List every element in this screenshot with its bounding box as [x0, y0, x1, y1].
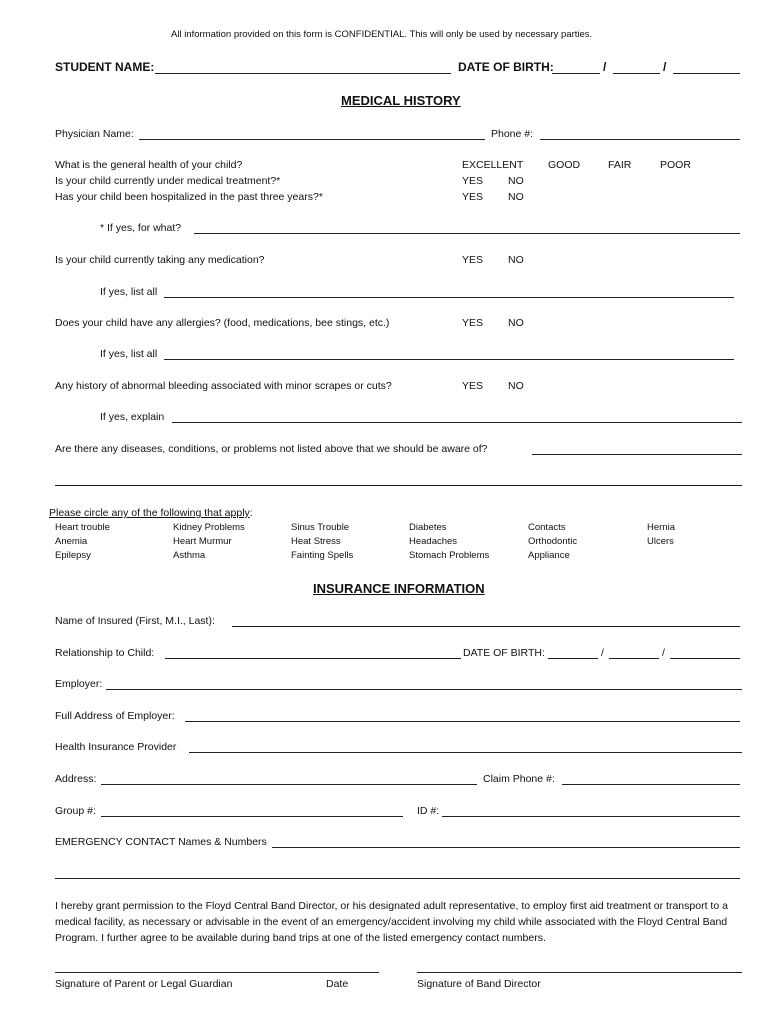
treatment-question: Is your child currently under medical treatment?* [55, 175, 281, 187]
student-dob-label: DATE OF BIRTH: [458, 60, 554, 74]
relationship-field[interactable] [165, 658, 461, 659]
student-dob-month-field[interactable] [552, 73, 600, 74]
allergies-list-field[interactable] [164, 359, 734, 360]
condition-item[interactable]: Ulcers [647, 536, 674, 547]
condition-item[interactable]: Diabetes [409, 522, 447, 533]
employer-address-label: Full Address of Employer: [55, 710, 175, 722]
director-signature-label: Signature of Band Director [417, 978, 541, 990]
medication-no[interactable]: NO [508, 254, 524, 266]
other-conditions-question: Are there any diseases, conditions, or problems not listed above that we should be aware of? [55, 443, 488, 455]
employer-field[interactable] [106, 689, 742, 690]
student-name-field[interactable] [155, 73, 451, 74]
claim-phone-label: Claim Phone #: [483, 773, 555, 785]
condition-item[interactable]: Heart trouble [55, 522, 110, 533]
bleeding-explain-label: If yes, explain [100, 411, 165, 423]
condition-item[interactable]: Heart Murmur [173, 536, 232, 547]
condition-item[interactable]: Sinus Trouble [291, 522, 350, 533]
claim-phone-field[interactable] [562, 784, 740, 785]
allergies-no[interactable]: NO [508, 317, 524, 329]
insured-dob-label: DATE OF BIRTH: [463, 647, 545, 659]
hospitalized-question: Has your child been hospitalized in the past three years?* [55, 191, 323, 203]
medical-history-heading: MEDICAL HISTORY [341, 93, 461, 108]
condition-item[interactable]: Fainting Spells [291, 550, 354, 561]
condition-item[interactable]: Epilepsy [55, 550, 91, 561]
medication-question: Is your child currently taking any medication? [55, 254, 265, 266]
date-label: Date [326, 978, 349, 990]
condition-item[interactable]: Anemia [55, 536, 88, 547]
bleeding-yes[interactable]: YES [462, 380, 484, 392]
conditions-column-2 [173, 521, 245, 563]
allergies-list-label: If yes, list all [100, 348, 158, 360]
consent-statement: I hereby grant permission to the Floyd Central Band Director, or his designated adult representative, to employ first aid treatment or transport to a medical facility, as necessary or advisable in the event of an emergency/accident involving my child while associated with the Floyd Central Band Program. I further agree to be available during band trips at one of the listed emergency contact numbers. [55, 900, 728, 944]
relationship-label: Relationship to Child: [55, 647, 155, 659]
insurance-provider-label: Health Insurance Provider [55, 741, 177, 753]
conditions-column-1 [55, 521, 110, 563]
id-field[interactable] [442, 816, 740, 817]
physician-phone-field[interactable] [540, 139, 740, 140]
insured-dob-month-field[interactable] [548, 658, 598, 659]
employer-label: Employer: [55, 678, 103, 690]
medication-list-field[interactable] [164, 297, 734, 298]
physician-name-field[interactable] [139, 139, 485, 140]
physician-label: Physician Name: [55, 128, 134, 140]
condition-item[interactable]: Stomach Problems [409, 550, 490, 561]
bleeding-explain-field[interactable] [172, 422, 742, 423]
address-label: Address: [55, 773, 97, 785]
emergency-contact-field[interactable] [272, 847, 740, 848]
medication-list-label: If yes, list all [100, 286, 158, 298]
condition-item[interactable]: Headaches [409, 536, 458, 547]
insurance-provider-field[interactable] [189, 752, 742, 753]
employer-address-field[interactable] [185, 721, 740, 722]
emergency-contact-field-2[interactable] [55, 878, 740, 879]
condition-item[interactable]: Asthma [173, 550, 206, 561]
bleeding-question: Any history of abnormal bleeding associated with minor scrapes or cuts? [55, 380, 392, 392]
conditions-column-4 [409, 521, 489, 563]
dob-slash: / [601, 647, 604, 659]
allergies-yes[interactable]: YES [462, 317, 484, 329]
conditions-column-3 [291, 521, 353, 563]
if-yes-what-field[interactable] [194, 233, 740, 234]
condition-item[interactable]: Contacts [528, 522, 566, 533]
conditions-column-5 [528, 521, 577, 563]
condition-item[interactable]: Hernia [647, 522, 675, 533]
director-signature-line[interactable] [417, 972, 742, 973]
emergency-contact-label: EMERGENCY CONTACT Names & Numbers [55, 836, 267, 848]
insurance-heading: INSURANCE INFORMATION [313, 581, 485, 596]
conditions-prompt-colon: : [249, 507, 253, 519]
group-label: Group #: [55, 805, 96, 817]
student-dob-year-field[interactable] [673, 73, 740, 74]
condition-item[interactable]: Appliance [528, 550, 570, 561]
rating-poor[interactable]: POOR [660, 159, 691, 171]
address-field[interactable] [101, 784, 477, 785]
rating-excellent[interactable]: EXCELLENT [462, 159, 524, 171]
condition-item[interactable]: Heat Stress [291, 536, 341, 547]
rating-good[interactable]: GOOD [548, 159, 581, 171]
dob-slash: / [603, 60, 607, 74]
insured-dob-year-field[interactable] [670, 658, 740, 659]
rating-fair[interactable]: FAIR [608, 159, 632, 171]
conditions-prompt-text: Please circle any of the following that apply [49, 507, 250, 519]
student-name-label: STUDENT NAME: [55, 60, 155, 74]
parent-signature-line[interactable] [55, 972, 379, 973]
group-field[interactable] [101, 816, 403, 817]
conditions-column-6 [647, 521, 675, 549]
insured-name-label: Name of Insured (First, M.I., Last): [55, 615, 215, 627]
condition-item[interactable]: Orthodontic [528, 536, 578, 547]
phone-label: Phone #: [491, 128, 534, 140]
allergies-question: Does your child have any allergies? (food, medications, bee stings, etc.) [55, 317, 390, 329]
treatment-no[interactable]: NO [508, 175, 524, 187]
other-conditions-field-2[interactable] [55, 485, 742, 486]
insured-name-field[interactable] [232, 626, 740, 627]
conditions-prompt [49, 507, 253, 520]
general-health-question: What is the general health of your child? [55, 159, 243, 171]
other-conditions-field[interactable] [532, 454, 742, 455]
treatment-yes[interactable]: YES [462, 175, 484, 187]
hospitalized-no[interactable]: NO [508, 191, 524, 203]
bleeding-no[interactable]: NO [508, 380, 524, 392]
if-yes-what-label: * If yes, for what? [100, 222, 182, 234]
student-dob-day-field[interactable] [613, 73, 660, 74]
dob-slash: / [662, 647, 665, 659]
medication-yes[interactable]: YES [462, 254, 484, 266]
parent-signature-label: Signature of Parent or Legal Guardian [55, 978, 233, 990]
id-label: ID #: [417, 805, 440, 817]
confidential-notice: All information provided on this form is CONFIDENTIAL. This will only be used by necessary parties. [171, 29, 593, 40]
condition-item[interactable]: Kidney Problems [173, 522, 245, 533]
dob-slash: / [663, 60, 667, 74]
insured-dob-day-field[interactable] [609, 658, 659, 659]
hospitalized-yes[interactable]: YES [462, 191, 484, 203]
